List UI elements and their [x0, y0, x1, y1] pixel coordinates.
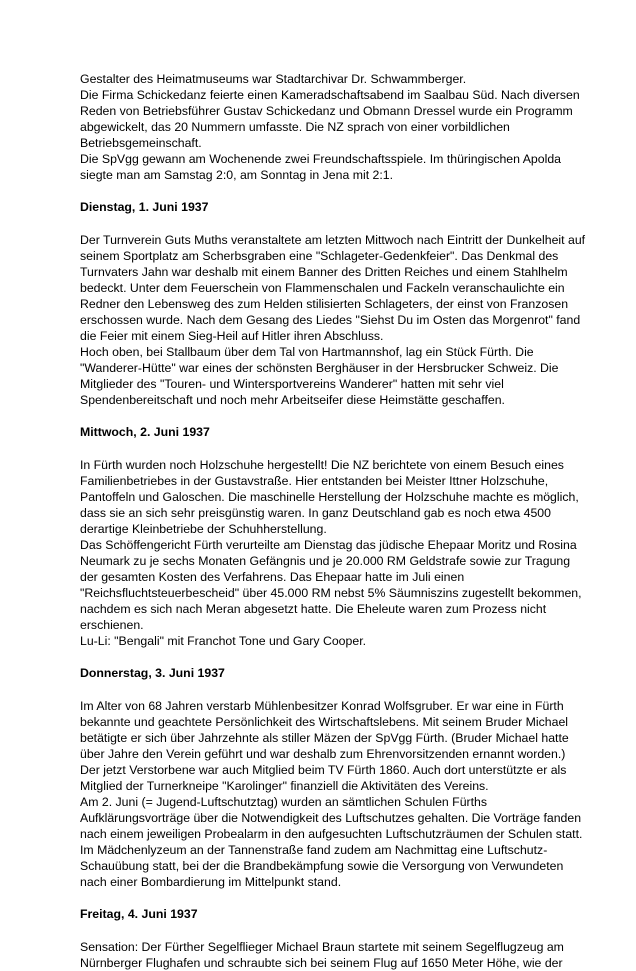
date-heading: Dienstag, 1. Juni 1937 [80, 200, 209, 214]
text-line: Familienbetriebes in der Gustavstraße. Hier entstanden bei Meister Ittner Holzschuhe, [80, 474, 549, 488]
paragraph [80, 71, 596, 183]
text-line: nach einer Bombardierung im Mittelpunkt stand. [80, 875, 342, 889]
text-line: In Fürth wurden noch Holzschuhe hergestellt! Die NZ berichtete von einem Besuch eines [80, 458, 564, 472]
text-line: Der Turnverein Guts Muths veranstaltete am letzten Mittwoch nach Eintritt der Dunkelheit auf [80, 233, 586, 247]
paragraph [80, 457, 596, 649]
text-line: über Jahre den Verein geführt und war deshalb zum Ehrenvorsitzenden ernannt worden.) [80, 747, 566, 761]
text-line: erschossen wurde. Nach dem Gesang des Liedes "Siehst Du im Osten das Morgenrot" fand [80, 313, 581, 327]
text-line: Aufklärungsvorträge über die Notwendigkeit des Luftschutzes gehalten. Die Vorträge fanden [80, 811, 582, 825]
text-line: Gestalter des Heimatmuseums war Stadtarchivar Dr. Schwammberger. [80, 72, 467, 86]
text-line: Sensation: Der Fürther Segelflieger Michael Braun startete mit seinem Segelflugzeug am [80, 940, 564, 954]
text-line: bekannte und geachtete Persönlichkeit des Wirtschaftslebens. Mit seinem Bruder Michael [80, 715, 569, 729]
text-line: derartige Kleinbetriebe der Schuhherstellung. [80, 522, 327, 536]
text-line: Die SpVgg gewann am Wochenende zwei Freundschaftsspiele. Im thüringischen Apolda [80, 152, 562, 166]
text-line: Betriebsgemeinschaft. [80, 136, 202, 150]
text-line: abgewickelt, das 20 Nummern umfasste. Die NZ sprach von einer vorbildlichen [80, 120, 510, 134]
text-line: Hoch oben, bei Stallbaum über dem Tal von Hartmannshof, lag ein Stück Fürth. Die [80, 345, 534, 359]
date-heading: Mittwoch, 2. Juni 1937 [80, 425, 210, 439]
text-line: betätigte er sich über Jahrzehnte als stiller Mäzen der SpVgg Fürth. (Bruder Michael hatte [80, 731, 569, 745]
text-line: Spendenbereitschaft und noch mehr Arbeitseifer diese Heimstätte geschaffen. [80, 393, 505, 407]
text-line: Im Alter von 68 Jahren verstarb Mühlenbesitzer Konrad Wolfsgruber. Er war eine in Fürth [80, 699, 564, 713]
date-heading: Donnerstag, 3. Juni 1937 [80, 666, 225, 680]
text-line: Der jetzt Verstorbene war auch Mitglied beim TV Fürth 1860. Auch dort unterstützte er als [80, 763, 567, 777]
text-line: dass sie an sich sehr preisgünstig waren. In ganz Deutschland gab es noch etwa 4500 [80, 506, 551, 520]
text-line: die Feier mit einem Sieg-Heil auf Hitler ihren Abschluss. [80, 329, 384, 343]
text-line: nach einem jeweiligen Probealarm in den aufgesuchten Luftschutzräumen der Schulen statt. [80, 827, 583, 841]
text-line: bedeckt. Unter dem Feuerschein von Flammenschalen und Fackeln veranschaulichte ein [80, 281, 565, 295]
text-line: Schauübung statt, bei der die Brandbekämpfung sowie die Versorgung von Verwundeten [80, 859, 564, 873]
text-line: "Wanderer-Hütte" war eines der schönsten Berghäuser in der Hersbrucker Schweiz. Die [80, 361, 559, 375]
text-line: Turnvaters Jahn war deshalb mit einem Banner des Dritten Reiches und einem Stahlhelm [80, 265, 568, 279]
text-line: Redner den Lebensweg des zum Helden stilisierten Schlageters, der einst von Franzosen [80, 297, 569, 311]
paragraph [80, 939, 596, 971]
text-line: der gesamten Kosten des Verfahrens. Das Ehepaar hatte im Juli einen [80, 570, 465, 584]
text-line: Reden von Betriebsführer Gustav Schickedanz und Obmann Dressel wurde ein Programm [80, 104, 573, 118]
text-line: Mitglied der Turnerkneipe "Karolinger" finanziell die Aktivitäten des Vereins. [80, 779, 489, 793]
text-line: Am 2. Juni (= Jugend-Luftschutztag) wurden an sämtlichen Schulen Fürths [80, 795, 488, 809]
text-line: nachdem es sich nach Meran abgesetzt hatte. Die Eheleute waren zum Prozess nicht [80, 602, 547, 616]
text-line: Neumark zu je sechs Monaten Gefängnis und je 20.000 RM Geldstrafe sowie zur Tragung [80, 554, 571, 568]
date-heading: Freitag, 4. Juni 1937 [80, 907, 198, 921]
text-line: erschienen. [80, 618, 144, 632]
text-line: Das Schöffengericht Fürth verurteilte am Dienstag das jüdische Ehepaar Moritz und Rosina [80, 538, 577, 552]
text-line: Im Mädchenlyzeum an der Tannenstraße fand zudem am Nachmittag eine Luftschutz- [80, 843, 548, 857]
text-line: "Reichsfluchtsteuerbescheid" über 45.000 RM nebst 5% Säumniszins zugestellt bekommen, [80, 586, 582, 600]
text-line: Pantoffeln und Galoschen. Die maschinelle Herstellung der Holzschuhe machte es möglich, [80, 490, 579, 504]
text-line: seinem Sportplatz am Scherbsgraben eine "Schlageter-Gedenkfeier". Das Denkmal des [80, 249, 559, 263]
text-line: Nürnberger Flughafen und schraubte sich bei seinem Flug auf 1650 Meter Höhe, wie der [80, 956, 563, 970]
text-line: siegte man am Samstag 2:0, am Sonntag in Jena mit 2:1. [80, 168, 394, 182]
document-body [80, 71, 596, 971]
text-line: Lu-Li: "Bengali" mit Franchot Tone und Gary Cooper. [80, 634, 367, 648]
paragraph [80, 232, 596, 408]
text-line: Mitglieder des "Touren- und Wintersportvereins Wanderer" hatten mit sehr viel [80, 377, 504, 391]
paragraph [80, 698, 596, 890]
text-line: Die Firma Schickedanz feierte einen Kameradschaftsabend im Saalbau Süd. Nach diversen [80, 88, 580, 102]
